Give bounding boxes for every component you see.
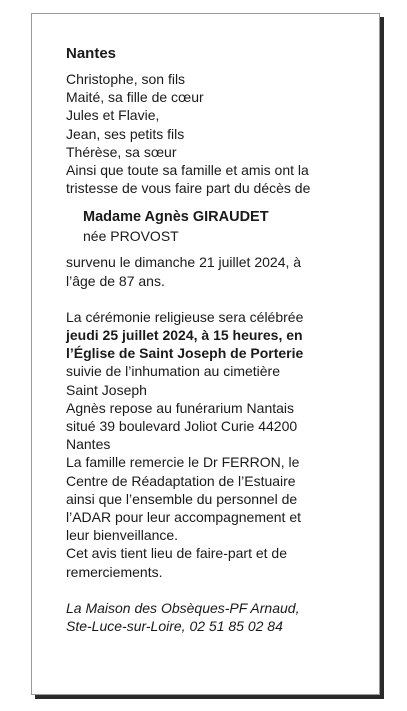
deceased-name: Madame Agnès GIRAUDET bbox=[83, 209, 269, 226]
city-heading: Nantes bbox=[66, 45, 117, 62]
after-line: leur bienveillance. bbox=[66, 527, 179, 544]
maiden-name: née PROVOST bbox=[83, 228, 179, 245]
ceremony-date-line: jeudi 25 juillet 2024, à 15 heures, en bbox=[66, 327, 303, 344]
deceased-block bbox=[66, 207, 356, 245]
notice-body bbox=[66, 44, 356, 635]
intro-line: Jules et Flavie, bbox=[66, 107, 160, 124]
after-line: Nantes bbox=[66, 436, 111, 453]
after-line: suivie de l’inhumation au cimetière bbox=[66, 363, 280, 380]
after-line: La famille remercie le Dr FERRON, le bbox=[66, 454, 300, 471]
after-line: Centre de Réadaptation de l’Estuaire bbox=[66, 472, 296, 489]
after-line: Saint Joseph bbox=[66, 381, 147, 398]
ceremony-intro: La cérémonie religieuse sera célébrée bbox=[66, 308, 304, 325]
after-line: Agnès repose au funérarium Nantais bbox=[66, 399, 295, 416]
signature-block bbox=[66, 599, 356, 635]
spacer bbox=[66, 290, 356, 308]
intro-line: tristesse de vous faire part du décès de bbox=[66, 180, 311, 197]
death-line: survenu le dimanche 21 juillet 2024, à bbox=[66, 254, 302, 271]
ceremony-place-line: l’Église de Saint Joseph de Porterie bbox=[66, 345, 304, 362]
after-line: situé 39 boulevard Joliot Curie 44200 bbox=[66, 418, 298, 435]
intro-line: Ainsi que toute sa famille et amis ont la bbox=[66, 162, 309, 179]
intro-line: Maité, sa fille de cœur bbox=[66, 89, 204, 106]
after-line: ainsi que l’ensemble du personnel de bbox=[66, 490, 298, 507]
obituary-notice-card bbox=[31, 13, 380, 695]
signature-line: Ste-Luce-sur-Loire, 02 51 85 02 84 bbox=[66, 618, 283, 635]
intro-line: Christophe, son fils bbox=[66, 71, 186, 87]
intro-line: Thérèse, sa sœur bbox=[66, 143, 177, 160]
after-line: remerciements. bbox=[66, 563, 163, 580]
signature-line: La Maison des Obsèques-PF Arnaud, bbox=[66, 599, 300, 616]
intro-line: Jean, ses petits fils bbox=[66, 125, 185, 142]
after-line: Cet avis tient lieu de faire-part et de bbox=[66, 545, 288, 562]
death-line: l’âge de 87 ans. bbox=[66, 272, 165, 289]
after-line: l’ADAR pour leur accompagnement et bbox=[66, 509, 302, 526]
